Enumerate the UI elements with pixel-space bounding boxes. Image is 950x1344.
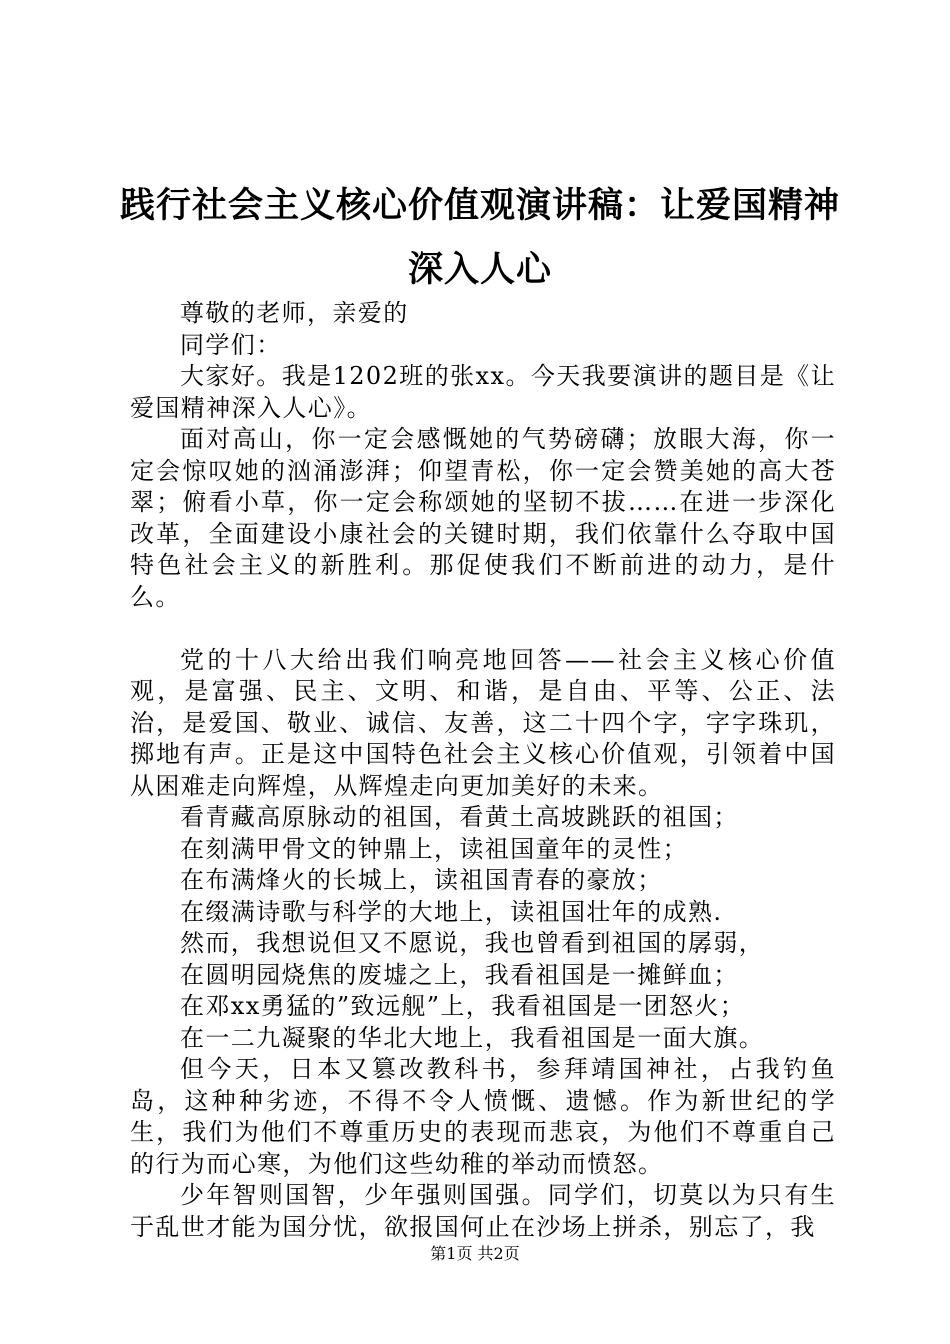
paragraph-verse-1: 看青藏高原脉动的祖国，看黄土高坡跳跃的祖国； [180, 803, 739, 831]
document-body [130, 298, 836, 1243]
paragraph-verse-6: 在圆明园烧焦的废墟之上，我看祖国是一摊鲜血； [180, 960, 739, 989]
paragraph-verse-2: 在刻满甲骨文的钟鼎上，读祖国童年的灵性； [180, 834, 688, 863]
paragraph-core-values: 党的十八大给出我们响亮地回答——社会主义核心价值观，是富强、民主、文明、和谐，是自由、平等、公正、法治，是爱国、敬业、诚信、友善，这二十四个字，字字珠玑，掷地有声。正是这中国特色社会主义核心价值观，引领着中国从困难走向辉煌，从辉煌走向更加美好的未来。 [130, 645, 836, 800]
paragraph-youth: 少年智则国智，少年强则国强。同学们，切莫以为只有生于乱世才能为国分忧，欲报国何止在沙场上拼杀，别忘了，我 [130, 1181, 836, 1241]
paragraph-greeting: 大家好。我是1202班的张xx。今天我要演讲的题目是《让爱国精神深入人心》。 [130, 362, 836, 422]
paragraph-verse-7: 在邓xx勇猛的”致远舰”上，我看祖国是一团怒火； [180, 992, 746, 1020]
paragraph-intro: 面对高山，你一定会感慨她的气势磅礴；放眼大海，你一定会惊叹她的汹涌澎湃；仰望青松，你一定会赞美她的高大苍翠；俯看小草，你一定会称颂她的坚韧不拔……在进一步深化改革，全面建设小康社会的关键时期，我们依靠什么夺取中国特色社会主义的新胜利。那促使我们不断前进的动力，是什么。 [130, 425, 836, 611]
paragraph-salutation-2: 同学们： [180, 330, 282, 359]
document-title-line-2: 深入人心 [407, 250, 552, 290]
paragraph-today: 但今天，日本又篡改教科书，参拜靖国神社，占我钓鱼岛，这种种劣迹，不得不令人愤慨、遗憾。作为新世纪的学生，我们为他们不尊重历史的表现而悲哀，为他们不尊重自己的行为而心寒，为他们这些幼稚的举动而愤怒。 [130, 1055, 836, 1178]
document-title-line-1: 践行社会主义核心价值观演讲稿：让爱国精神 [120, 186, 841, 226]
paragraph-verse-5: 然而，我想说但又不愿说，我也曾看到祖国的孱弱， [180, 929, 765, 957]
paragraph-verse-4: 在缀满诗歌与科学的大地上，读祖国壮年的成熟. [180, 897, 723, 926]
paragraph-salutation-1: 尊敬的老师，亲爱的 [180, 299, 409, 327]
page-footer: 第1页 共2页 [430, 1244, 520, 1263]
paragraph-verse-8: 在一二九凝聚的华北大地上，我看祖国是一面大旗。 [180, 1023, 765, 1052]
paragraph-verse-3: 在布满烽火的长城上，读祖国青春的豪放； [180, 866, 663, 894]
